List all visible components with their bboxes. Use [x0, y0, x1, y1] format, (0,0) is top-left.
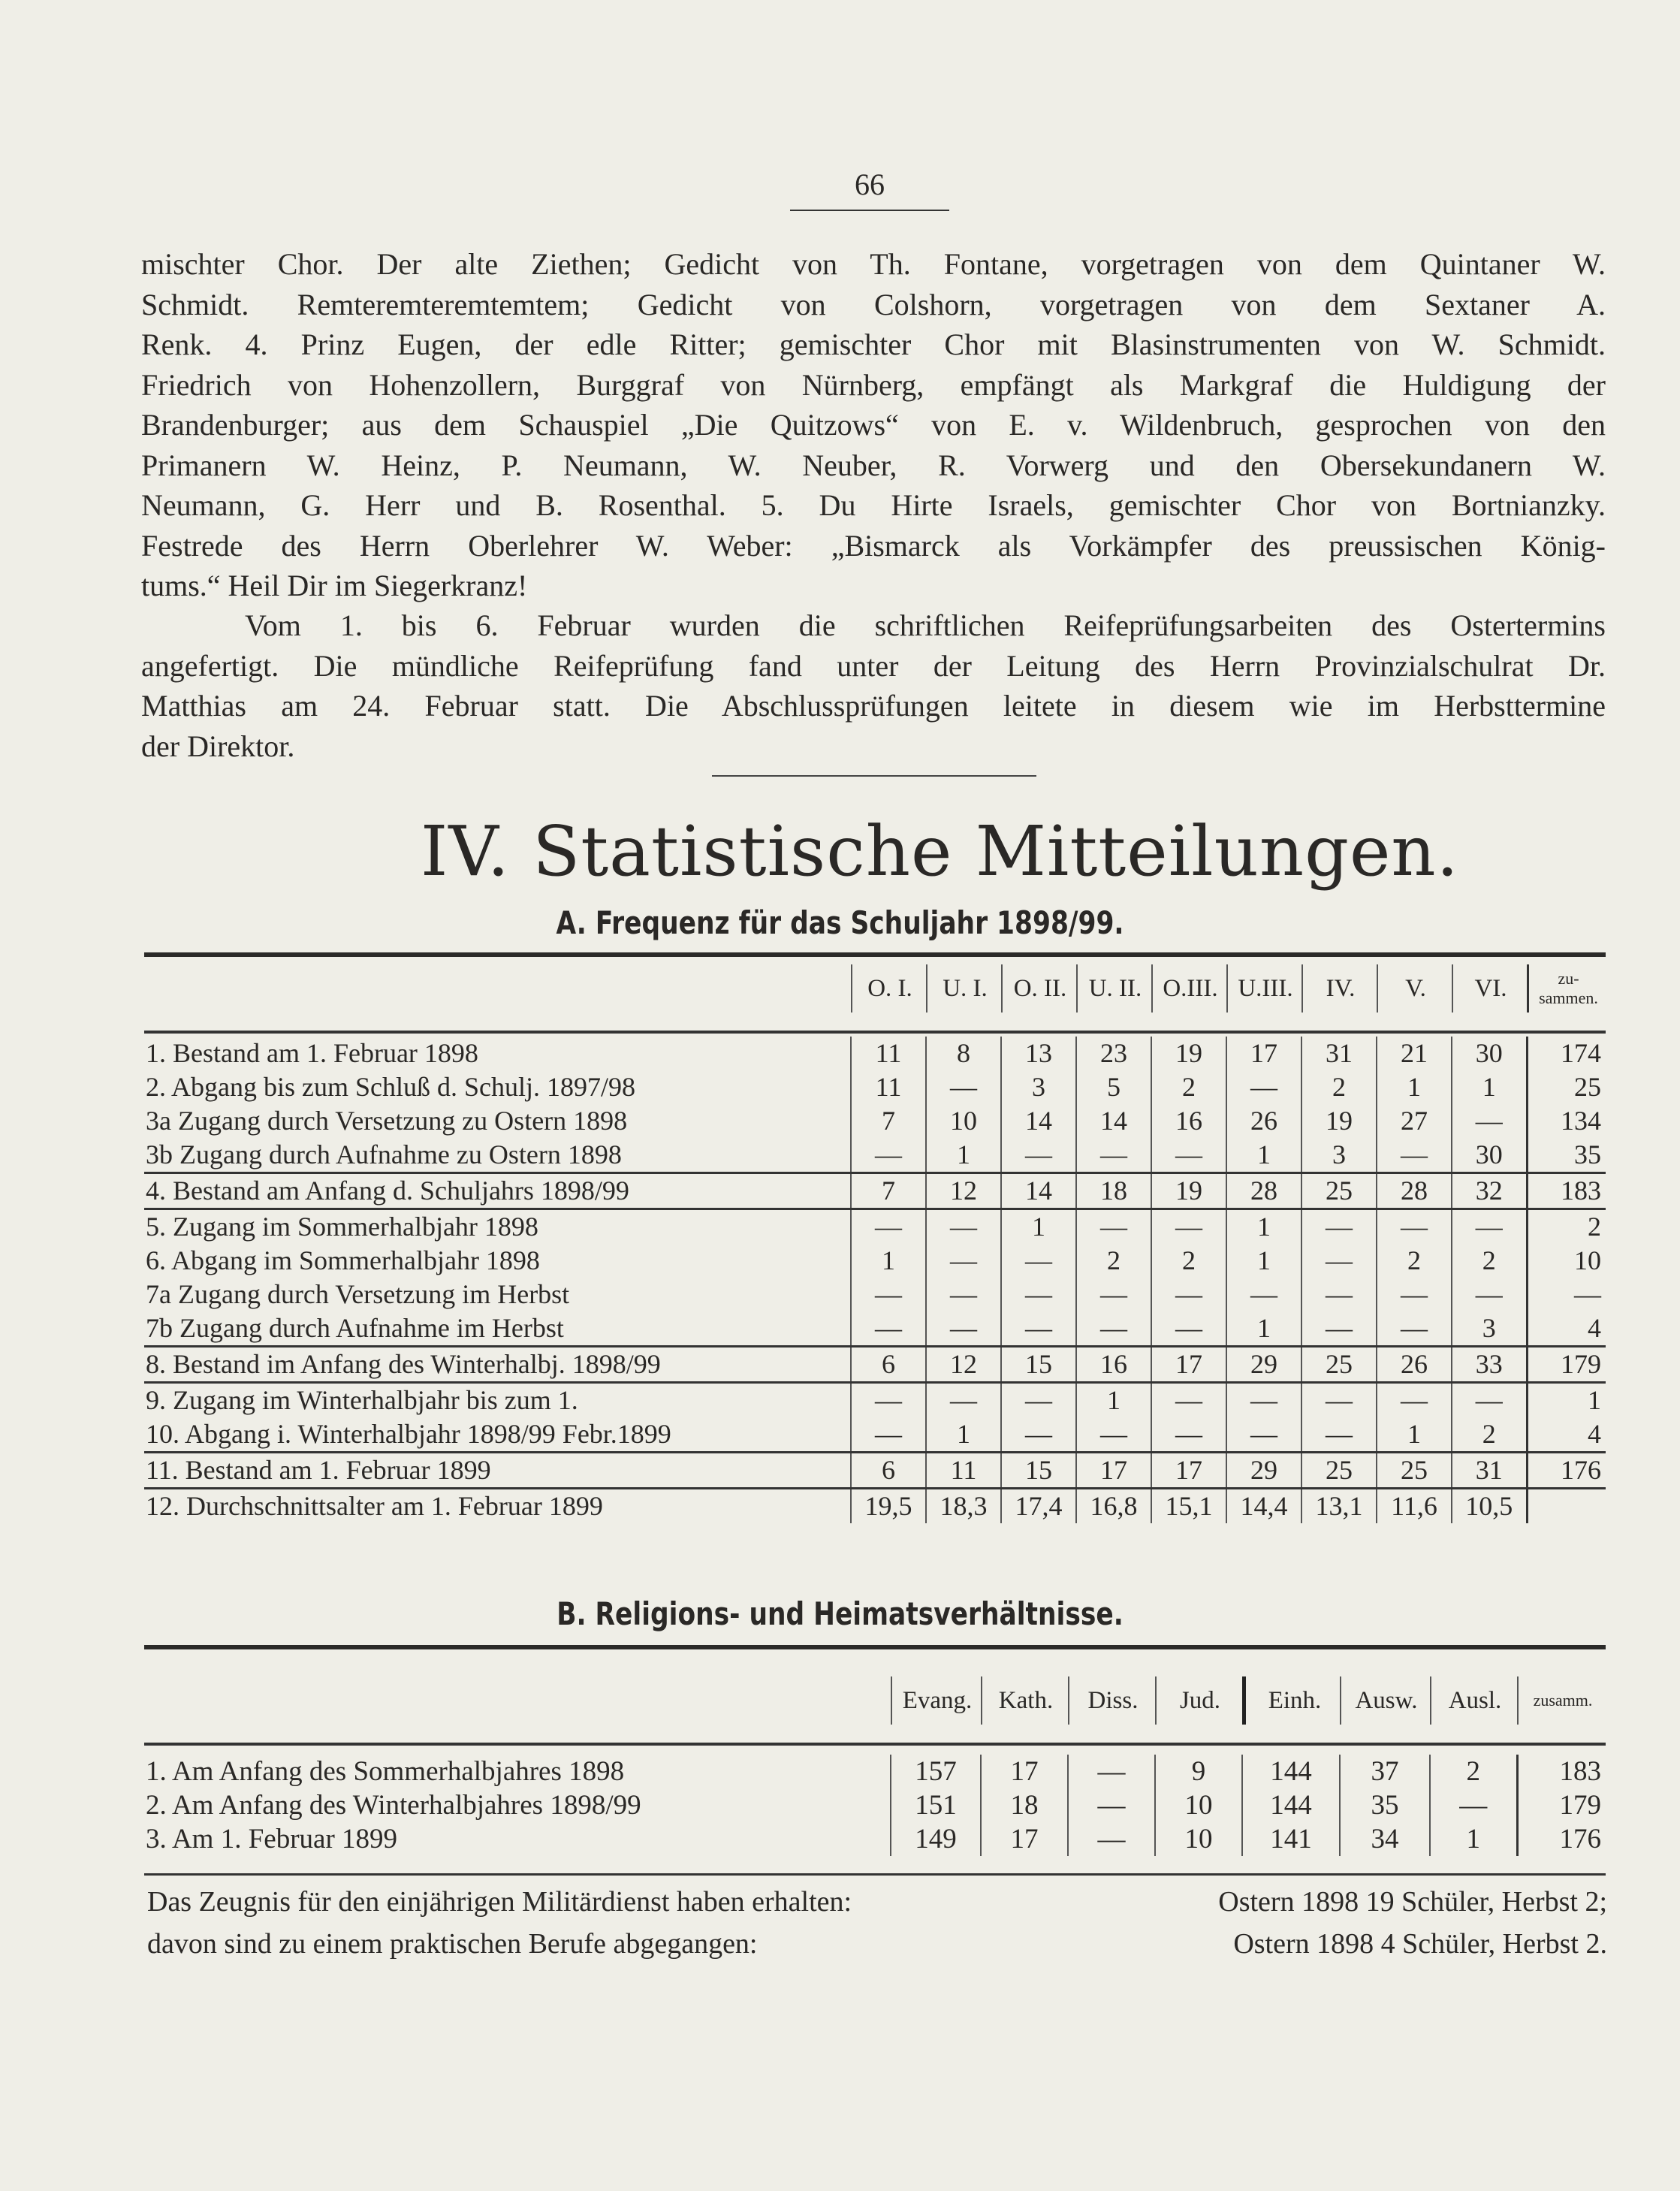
cell-value: 31 [1452, 1453, 1527, 1489]
row-label: 6. Abgang im Sommerhalbjahr 1898 [146, 1245, 540, 1275]
cell-value: 3 [1452, 1311, 1527, 1347]
cell-value: — [1001, 1417, 1076, 1453]
cell-value: 9 [1155, 1755, 1242, 1788]
row-label: 3. Am 1. Februar 1899 [146, 1824, 398, 1855]
intro-line: mischter Chor. Der alte Ziethen; Gedicht von Th. Fontane, vorgetragen von dem Quintaner W. [141, 247, 1606, 281]
footer-line2-left: davon sind zu einem praktischen Berufe abgegangen: [147, 1928, 758, 1960]
row-label: 2. Abgang bis zum Schluß d. Schulj. 1897/98 [146, 1072, 635, 1102]
cell-value: 1 [1226, 1244, 1301, 1278]
col-header: O. II. [1001, 964, 1078, 1013]
cell-value: 23 [1076, 1037, 1151, 1070]
cell-value: 10 [1155, 1788, 1242, 1822]
cell-value: — [1430, 1788, 1517, 1822]
cell-value: — [1151, 1209, 1226, 1245]
cell-value: 19 [1151, 1173, 1226, 1209]
cell-value: 1 [1226, 1138, 1301, 1173]
cell-value: 134 [1527, 1104, 1606, 1138]
footer-line [147, 1923, 1607, 1965]
cell-value: 16 [1151, 1104, 1226, 1138]
table-a [144, 1037, 1606, 1523]
cell-value: — [1377, 1209, 1452, 1245]
table-row [144, 1417, 1606, 1453]
cell-value: — [851, 1278, 926, 1311]
cell-value: — [1226, 1383, 1301, 1418]
cell-value: 14 [1076, 1104, 1151, 1138]
cell-value: 11,6 [1377, 1489, 1452, 1524]
cell-value: — [1151, 1311, 1226, 1347]
cell-value: 17 [1226, 1037, 1301, 1070]
cell-value: 1 [1377, 1070, 1452, 1104]
cell-value: 2 [1151, 1070, 1226, 1104]
cell-value: — [1001, 1244, 1076, 1278]
cell-value: 16 [1076, 1347, 1151, 1383]
cell-value: 151 [891, 1788, 981, 1822]
intro-line: tums.“ Heil Dir im Siegerkranz! [141, 569, 528, 602]
cell-value: — [851, 1383, 926, 1418]
cell-value: — [1151, 1138, 1226, 1173]
cell-value: 5 [1076, 1070, 1151, 1104]
cell-value: 29 [1226, 1347, 1301, 1383]
cell-value: 1 [1226, 1311, 1301, 1347]
row-label: 11. Bestand am 1. Februar 1899 [144, 1453, 851, 1489]
cell-value [1527, 1489, 1606, 1524]
cell-value: 30 [1452, 1037, 1527, 1070]
col-header: Einh. [1242, 1676, 1344, 1725]
cell-value: 2 [1430, 1755, 1517, 1788]
cell-value: 34 [1340, 1822, 1430, 1856]
cell-value: — [1452, 1383, 1527, 1418]
cell-value: 19,5 [851, 1489, 926, 1524]
exam-line: angefertigt. Die mündliche Reifeprüfung fand unter der Leitung des Herrn Provinzialschulrat Dr. [141, 648, 1606, 683]
cell-value: 3 [1301, 1138, 1377, 1173]
cell-value: 25 [1301, 1173, 1377, 1209]
col-header: Ausl. [1430, 1676, 1519, 1725]
cell-value: 1 [1452, 1070, 1527, 1104]
intro-line: Brandenburger; aus dem Schauspiel „Die Quitzows“ von E. v. Wildenbruch, gesprochen von den [141, 408, 1606, 442]
row-label: 8. Bestand im Anfang des Winterhalbj. 1898/99 [144, 1347, 851, 1383]
table-row [144, 1037, 1606, 1070]
intro-line: Festrede des Herrn Oberlehrer W. Weber: „Bismarck als Vorkämpfer des preussischen König- [141, 528, 1606, 563]
col-header: U. II. [1076, 964, 1153, 1013]
cell-value: — [1068, 1755, 1155, 1788]
cell-value: 28 [1377, 1173, 1452, 1209]
cell-value: 6 [851, 1453, 926, 1489]
cell-value: 11 [851, 1037, 926, 1070]
table-row [144, 1311, 1606, 1347]
cell-value: — [1001, 1278, 1076, 1311]
cell-value: 1 [926, 1138, 1001, 1173]
cell-value: 4 [1527, 1417, 1606, 1453]
cell-value: — [1001, 1138, 1076, 1173]
footer-line1-right: Ostern 1898 19 Schüler, Herbst 2; [1218, 1886, 1607, 1918]
cell-value: 32 [1452, 1173, 1527, 1209]
table-b-bottom-rule [144, 1873, 1606, 1876]
cell-value: — [851, 1311, 926, 1347]
row-label: 2. Am Anfang des Winterhalbjahres 1898/99 [146, 1790, 641, 1821]
cell-value: 10,5 [1452, 1489, 1527, 1524]
intro-paragraph [141, 244, 1606, 606]
cell-value: 15 [1001, 1453, 1076, 1489]
cell-value: — [926, 1244, 1001, 1278]
cell-value: 144 [1242, 1788, 1340, 1822]
cell-value: 21 [1377, 1037, 1452, 1070]
cell-value: 35 [1340, 1788, 1430, 1822]
col-header: O.III. [1151, 964, 1228, 1013]
cell-value: — [851, 1417, 926, 1453]
cell-value: 8 [926, 1037, 1001, 1070]
cell-value: 1 [1527, 1383, 1606, 1418]
cell-value: 10 [926, 1104, 1001, 1138]
table-a-title: A. Frequenz für das Schuljahr 1898/99. [556, 904, 1124, 941]
page-number: 66 [790, 167, 949, 211]
cell-value: 12 [926, 1347, 1001, 1383]
cell-value: 7 [851, 1104, 926, 1138]
exam-paragraph [141, 605, 1606, 766]
row-label: 3a Zugang durch Versetzung zu Ostern 1898 [146, 1106, 628, 1136]
cell-value: 183 [1517, 1755, 1606, 1788]
exam-line: Vom 1. bis 6. Februar wurden die schriftlichen Reifeprüfungsarbeiten des Ostertermins [245, 608, 1606, 642]
table-row [144, 1755, 1606, 1788]
cell-value: 1 [851, 1244, 926, 1278]
row-label: 9. Zugang im Winterhalbjahr bis zum 1. [144, 1383, 851, 1418]
col-header: V. [1377, 964, 1453, 1013]
cell-value: — [926, 1278, 1001, 1311]
cell-value: 2 [1452, 1417, 1527, 1453]
table-row [144, 1209, 1606, 1245]
cell-value: 25 [1301, 1347, 1377, 1383]
cell-value: 3 [1001, 1070, 1076, 1104]
cell-value: 14,4 [1226, 1489, 1301, 1524]
intro-line: Friedrich von Hohenzollern, Burggraf von Nürnberg, empfängt als Markgraf die Huldigung der [141, 367, 1606, 402]
cell-value: — [1301, 1244, 1377, 1278]
row-label: 12. Durchschnittsalter am 1. Februar 1899 [144, 1489, 851, 1524]
table-a-header [0, 964, 1680, 1013]
intro-line: Neumann, G. Herr und B. Rosenthal. 5. Du Hirte Israels, gemischter Chor von Bortnianzky. [141, 488, 1606, 522]
cell-value: 15,1 [1151, 1489, 1226, 1524]
cell-value: 25 [1377, 1453, 1452, 1489]
cell-value: 1 [1430, 1822, 1517, 1856]
cell-value: 33 [1452, 1347, 1527, 1383]
cell-value: — [1068, 1822, 1155, 1856]
cell-value: — [1226, 1278, 1301, 1311]
col-header: Ausw. [1340, 1676, 1431, 1725]
cell-value: 10 [1155, 1822, 1242, 1856]
cell-value: 17 [1151, 1347, 1226, 1383]
exam-line: Matthias am 24. Februar statt. Die Abschlussprüfungen leitete in diesem wie im Herbsttermine [141, 689, 1606, 723]
table-row [144, 1383, 1606, 1418]
cell-value: 11 [851, 1070, 926, 1104]
cell-value: — [1001, 1311, 1076, 1347]
table-row [144, 1278, 1606, 1311]
footer-line [147, 1881, 1607, 1923]
cell-value: 18,3 [926, 1489, 1001, 1524]
cell-value: 28 [1226, 1173, 1301, 1209]
row-label: 1. Bestand am 1. Februar 1898 [146, 1038, 478, 1068]
cell-value: 2 [1076, 1244, 1151, 1278]
cell-value: 31 [1301, 1037, 1377, 1070]
cell-value: — [1076, 1417, 1151, 1453]
table-a-header-rule [144, 1031, 1606, 1034]
cell-value: 37 [1340, 1755, 1430, 1788]
intro-line: Schmidt. Remteremteremtemtem; Gedicht von Colshorn, vorgetragen von dem Sextaner A. [141, 287, 1606, 321]
table-row [144, 1138, 1606, 1173]
cell-value: 6 [851, 1347, 926, 1383]
cell-value: — [1076, 1209, 1151, 1245]
table-row [144, 1453, 1606, 1489]
section-title: IV. Statistische Mitteilungen. [421, 811, 1459, 892]
table-b-top-rule [144, 1645, 1606, 1649]
table-b-header-rule [144, 1743, 1606, 1746]
cell-value: 18 [981, 1788, 1068, 1822]
cell-value: 30 [1452, 1138, 1527, 1173]
cell-value: 4 [1527, 1311, 1606, 1347]
row-label: 7b Zugang durch Aufnahme im Herbst [146, 1313, 564, 1343]
cell-value: 2 [1452, 1244, 1527, 1278]
cell-value: 26 [1377, 1347, 1452, 1383]
cell-value: 7 [851, 1173, 926, 1209]
cell-value: 1 [1377, 1417, 1452, 1453]
cell-value: — [1377, 1383, 1452, 1418]
cell-value: — [1076, 1278, 1151, 1311]
cell-value: — [1301, 1311, 1377, 1347]
col-header: IV. [1301, 964, 1378, 1013]
cell-value: 17 [981, 1822, 1068, 1856]
row-label: 3b Zugang durch Aufnahme zu Ostern 1898 [146, 1139, 622, 1169]
footer-line1-left: Das Zeugnis für den einjährigen Militärdienst haben erhalten: [147, 1886, 852, 1918]
cell-value: 35 [1527, 1138, 1606, 1173]
table-row [144, 1788, 1606, 1822]
col-header: zu-sammen. [1527, 964, 1608, 1013]
cell-value: 15 [1001, 1347, 1076, 1383]
cell-value: 12 [926, 1173, 1001, 1209]
cell-value: 2 [1301, 1070, 1377, 1104]
cell-value: 2 [1377, 1244, 1452, 1278]
cell-value: — [1452, 1209, 1527, 1245]
row-label: 10. Abgang i. Winterhalbjahr 1898/99 Febr.1899 [146, 1419, 671, 1449]
cell-value: — [1001, 1383, 1076, 1418]
col-header: U. I. [926, 964, 1003, 1013]
table-row [144, 1070, 1606, 1104]
cell-value: — [851, 1138, 926, 1173]
table-row [144, 1104, 1606, 1138]
cell-value: 19 [1301, 1104, 1377, 1138]
row-label: 5. Zugang im Sommerhalbjahr 1898 [144, 1209, 851, 1245]
cell-value: 174 [1527, 1037, 1606, 1070]
cell-value: — [1068, 1788, 1155, 1822]
col-header: Diss. [1068, 1676, 1157, 1725]
cell-value: — [1377, 1138, 1452, 1173]
cell-value: 29 [1226, 1453, 1301, 1489]
cell-value: — [926, 1383, 1001, 1418]
col-header: Jud. [1155, 1676, 1244, 1725]
cell-value: — [851, 1209, 926, 1245]
cell-value: 10 [1527, 1244, 1606, 1278]
cell-value: — [1301, 1278, 1377, 1311]
table-row [144, 1489, 1606, 1524]
cell-value: 18 [1076, 1173, 1151, 1209]
cell-value: — [1301, 1417, 1377, 1453]
cell-value: 157 [891, 1755, 981, 1788]
cell-value: — [1301, 1209, 1377, 1245]
cell-value: 26 [1226, 1104, 1301, 1138]
cell-value: — [926, 1070, 1001, 1104]
cell-value: 13,1 [1301, 1489, 1377, 1524]
cell-value: 183 [1527, 1173, 1606, 1209]
table-row [144, 1173, 1606, 1209]
intro-line: Renk. 4. Prinz Eugen, der edle Ritter; gemischter Chor mit Blasinstrumenten von W. Schmidt. [141, 327, 1606, 361]
cell-value: 1 [1226, 1209, 1301, 1245]
col-header: VI. [1452, 964, 1528, 1013]
row-label: 4. Bestand am Anfang d. Schuljahrs 1898/99 [144, 1173, 851, 1209]
col-header: U.III. [1226, 964, 1303, 1013]
cell-value: — [1452, 1104, 1527, 1138]
col-header: Kath. [981, 1676, 1069, 1725]
exam-line: der Direktor. [141, 729, 295, 763]
footer-text [147, 1881, 1607, 1965]
cell-value: — [1452, 1278, 1527, 1311]
footer-line2-right: Ostern 1898 4 Schüler, Herbst 2. [1233, 1928, 1607, 1960]
table-row [144, 1347, 1606, 1383]
cell-value: 1 [926, 1417, 1001, 1453]
cell-value: 17 [1076, 1453, 1151, 1489]
cell-value: 1 [1001, 1209, 1076, 1245]
cell-value: 25 [1527, 1070, 1606, 1104]
table-row [144, 1244, 1606, 1278]
cell-value: 141 [1242, 1822, 1340, 1856]
cell-value: 11 [926, 1453, 1001, 1489]
cell-value: — [1151, 1278, 1226, 1311]
divider [712, 775, 1036, 777]
cell-value: — [1076, 1311, 1151, 1347]
col-header: zusamm. [1517, 1676, 1607, 1725]
cell-value: 27 [1377, 1104, 1452, 1138]
cell-value: 2 [1151, 1244, 1226, 1278]
cell-value: 179 [1527, 1347, 1606, 1383]
cell-value: 16,8 [1076, 1489, 1151, 1524]
cell-value: 17 [1151, 1453, 1226, 1489]
cell-value: — [1301, 1383, 1377, 1418]
table-b [144, 1755, 1606, 1856]
cell-value: — [926, 1209, 1001, 1245]
cell-value: — [1151, 1417, 1226, 1453]
table-row [144, 1822, 1606, 1856]
cell-value: — [1527, 1278, 1606, 1311]
cell-value: 19 [1151, 1037, 1226, 1070]
table-b-header [0, 1676, 1680, 1725]
col-header: O. I. [851, 964, 927, 1013]
cell-value: 176 [1527, 1453, 1606, 1489]
cell-value: 14 [1001, 1104, 1076, 1138]
cell-value: — [1076, 1138, 1151, 1173]
cell-value: — [926, 1311, 1001, 1347]
cell-value: — [1377, 1278, 1452, 1311]
col-header: Evang. [891, 1676, 982, 1725]
cell-value: 14 [1001, 1173, 1076, 1209]
cell-value: — [1226, 1417, 1301, 1453]
row-label: 1. Am Anfang des Sommerhalbjahres 1898 [146, 1756, 625, 1787]
cell-value: — [1377, 1311, 1452, 1347]
cell-value: 17 [981, 1755, 1068, 1788]
cell-value: 149 [891, 1822, 981, 1856]
cell-value: 1 [1076, 1383, 1151, 1418]
table-a-top-rule [144, 952, 1606, 957]
cell-value: 13 [1001, 1037, 1076, 1070]
cell-value: 176 [1517, 1822, 1606, 1856]
cell-value: — [1226, 1070, 1301, 1104]
cell-value: 25 [1301, 1453, 1377, 1489]
cell-value: 2 [1527, 1209, 1606, 1245]
cell-value: — [1151, 1383, 1226, 1418]
row-label: 7a Zugang durch Versetzung im Herbst [146, 1279, 570, 1309]
cell-value: 17,4 [1001, 1489, 1076, 1524]
cell-value: 179 [1517, 1788, 1606, 1822]
cell-value: 144 [1242, 1755, 1340, 1788]
intro-line: Primanern W. Heinz, P. Neumann, W. Neuber, R. Vorwerg und den Obersekundanern W. [141, 448, 1606, 482]
table-b-title: B. Religions- und Heimatsverhältnisse. [556, 1595, 1124, 1632]
